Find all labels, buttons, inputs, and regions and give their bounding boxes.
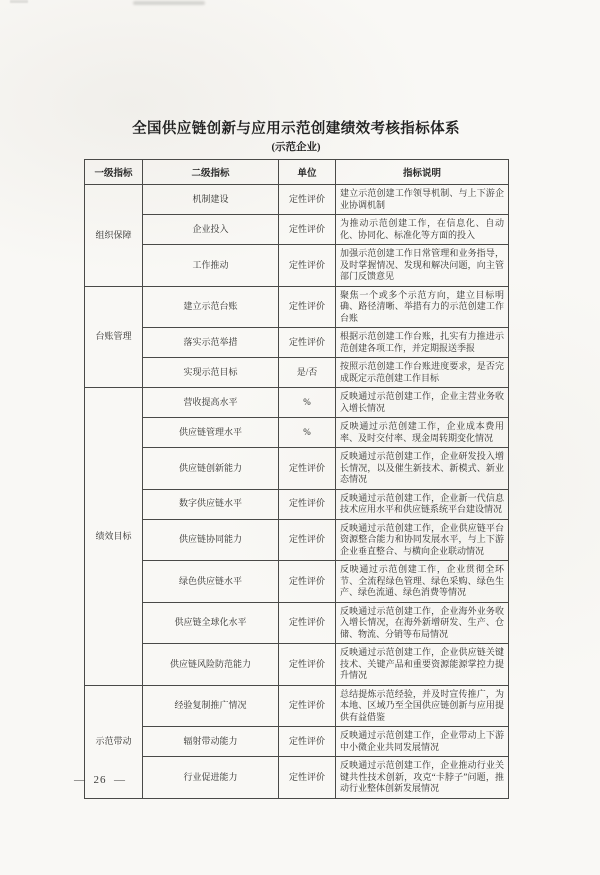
table-row <box>85 519 509 561</box>
description-cell: 为推动示范创建工作，在信息化、自动化、协同化、标准化等方面的投入 <box>336 215 509 245</box>
table-row <box>85 561 509 603</box>
description-cell: 反映通过示范创建工作，企业带动上下游中小微企业共同发展情况 <box>336 727 509 757</box>
level2-indicator: 供应链全球化水平 <box>143 602 279 644</box>
level2-indicator: 供应链管理水平 <box>143 418 279 448</box>
indicator-table <box>84 159 509 799</box>
description-cell: 加强示范创建工作日常管理和业务指导，及时掌握情况、发现和解决问题，向主管部门反馈意见 <box>336 245 509 287</box>
level2-indicator: 建立示范台账 <box>143 286 279 328</box>
table-row <box>85 644 509 686</box>
description-cell: 总结提炼示范经验，并及时宣传推广，为本地、区域乃至全国供应链创新与应用提供有益借鉴 <box>336 685 509 727</box>
description-cell: 反映通过示范创建工作，企业供应链关键技术、关键产品和重要资源能源掌控力提升情况 <box>336 644 509 686</box>
unit-cell: 定性评价 <box>279 602 336 644</box>
unit-cell: 定性评价 <box>279 245 336 287</box>
level2-indicator: 落实示范举措 <box>143 328 279 358</box>
level1-indicator: 绩效目标 <box>85 388 143 686</box>
unit-cell: % <box>279 388 336 418</box>
scan-artifact <box>133 1 205 5</box>
level1-indicator: 台账管理 <box>85 286 143 388</box>
column-header-1: 二级指标 <box>143 160 279 185</box>
table-row <box>85 388 509 418</box>
description-cell: 反映通过示范创建工作，企业主营业务收入增长情况 <box>336 388 509 418</box>
unit-cell: 是/否 <box>279 358 336 388</box>
table-row <box>85 757 509 799</box>
table-row <box>85 245 509 287</box>
description-cell: 反映通过示范创建工作，企业供应链平台资源整合能力和协同发展水平，与上下游企业垂直整合、与横向企业联动情况 <box>336 519 509 561</box>
description-cell: 反映通过示范创建工作，企业研发投入增长情况，以及催生新技术、新模式、新业态情况 <box>336 448 509 490</box>
unit-cell: 定性评价 <box>279 286 336 328</box>
page-subtitle: (示范企业) <box>271 142 321 153</box>
table-row <box>85 215 509 245</box>
level2-indicator: 供应链风险防范能力 <box>143 644 279 686</box>
unit-cell: 定性评价 <box>279 215 336 245</box>
table-row <box>85 448 509 490</box>
page-number: — 26 — <box>74 774 126 786</box>
column-header-3: 指标说明 <box>336 160 509 185</box>
description-cell: 建立示范创建工作领导机制、与上下游企业协调机制 <box>336 185 509 215</box>
level2-indicator: 企业投入 <box>143 215 279 245</box>
description-cell: 按照示范创建工作台账进度要求，是否完成既定示范创建工作目标 <box>336 358 509 388</box>
level2-indicator: 辐射带动能力 <box>143 727 279 757</box>
unit-cell: 定性评价 <box>279 644 336 686</box>
document-content <box>84 117 508 799</box>
description-cell: 反映通过示范创建工作，企业成本费用率、及时交付率、现金周转期变化情况 <box>336 418 509 448</box>
level2-indicator: 营收提高水平 <box>143 388 279 418</box>
level2-indicator: 实现示范目标 <box>143 358 279 388</box>
table-row <box>85 685 509 727</box>
unit-cell: 定性评价 <box>279 561 336 603</box>
table-row <box>85 286 509 328</box>
level2-indicator: 供应链协同能力 <box>143 519 279 561</box>
description-cell: 反映通过示范创建工作，企业海外业务收入增长情况，在海外新增研发、生产、仓储、物流、分销等布局情况 <box>336 602 509 644</box>
table-header-row <box>85 160 509 185</box>
unit-cell: 定性评价 <box>279 185 336 215</box>
table-row <box>85 358 509 388</box>
level2-indicator: 行业促进能力 <box>143 757 279 799</box>
page-title: 全国供应链创新与应用示范创建绩效考核指标体系 <box>132 121 460 137</box>
level1-indicator: 示范带动 <box>85 685 143 798</box>
unit-cell: 定性评价 <box>279 448 336 490</box>
description-cell: 反映通过示范创建工作，企业贯彻全环节、全流程绿色管理、绿色采购、绿色生产、绿色流通、绿色消费等情况 <box>336 561 509 603</box>
column-header-2: 单位 <box>279 160 336 185</box>
level2-indicator: 数字供应链水平 <box>143 489 279 519</box>
description-cell: 反映通过示范创建工作，企业推动行业关键共性技术创新，攻克“卡脖子”问题，推动行业整体创新发展情况 <box>336 757 509 799</box>
table-row <box>85 418 509 448</box>
table-row <box>85 185 509 215</box>
level1-indicator: 组织保障 <box>85 185 143 287</box>
table-row <box>85 328 509 358</box>
level2-indicator: 供应链创新能力 <box>143 448 279 490</box>
table-row <box>85 489 509 519</box>
unit-cell: 定性评价 <box>279 328 336 358</box>
unit-cell: 定性评价 <box>279 489 336 519</box>
unit-cell: % <box>279 418 336 448</box>
unit-cell: 定性评价 <box>279 757 336 799</box>
level2-indicator: 绿色供应链水平 <box>143 561 279 603</box>
table-row <box>85 727 509 757</box>
description-cell: 根据示范创建工作台账，扎实有力推进示范创建各项工作，并定期报送季报 <box>336 328 509 358</box>
description-cell: 聚焦一个或多个示范方向，建立目标明确、路径清晰、举措有力的示范创建工作台账 <box>336 286 509 328</box>
level2-indicator: 经验复制推广情况 <box>143 685 279 727</box>
unit-cell: 定性评价 <box>279 519 336 561</box>
scan-artifact <box>10 0 28 3</box>
description-cell: 反映通过示范创建工作，企业新一代信息技术应用水平和供应链系统平台建设情况 <box>336 489 509 519</box>
unit-cell: 定性评价 <box>279 727 336 757</box>
table-row <box>85 602 509 644</box>
unit-cell: 定性评价 <box>279 685 336 727</box>
column-header-0: 一级指标 <box>85 160 143 185</box>
level2-indicator: 机制建设 <box>143 185 279 215</box>
level2-indicator: 工作推动 <box>143 245 279 287</box>
